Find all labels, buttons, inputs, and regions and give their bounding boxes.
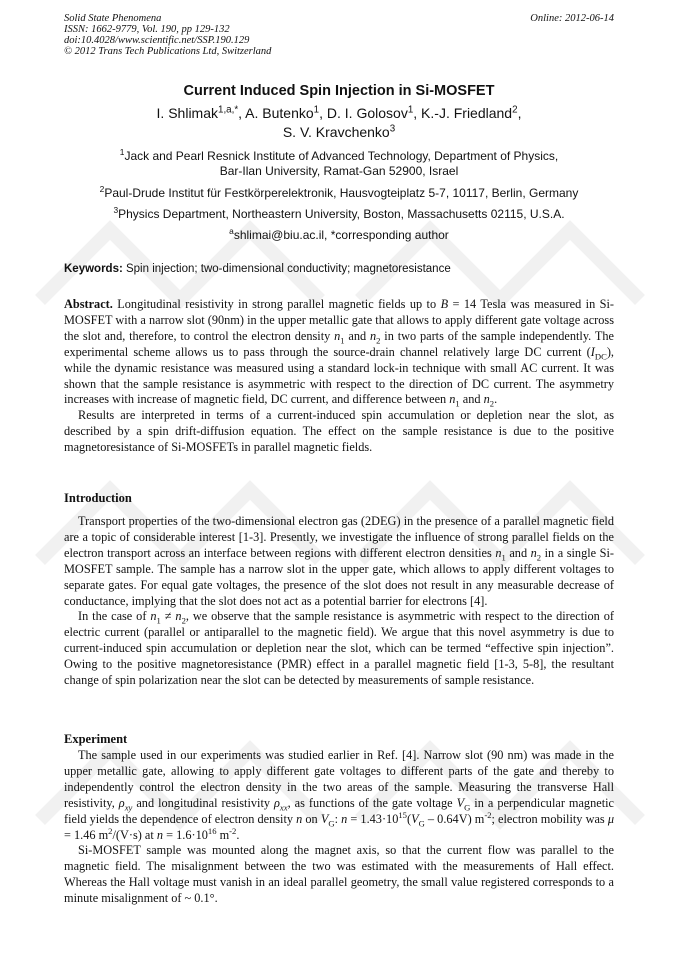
affiliation-number: 2 — [99, 184, 105, 194]
authors-line-2 — [0, 123, 678, 142]
author-separator: , — [517, 105, 522, 121]
keywords-text: Spin injection; two-dimensional conductivity; magnetoresistance — [122, 263, 451, 275]
journal-header — [64, 13, 614, 57]
issn-line: ISSN: 1662-9779, Vol. 190, pp 129-132 — [64, 24, 230, 35]
affiliation-text: Jack and Pearl Resnick Institute of Advanced Technology, Department of Physics, — [124, 149, 559, 163]
introduction-heading: Introduction — [64, 491, 132, 505]
affiliation-text: Physics Department, Northeastern University, Boston, Massachusetts 02115, U.S.A. — [118, 207, 565, 221]
introduction-paragraph-2: In the case of $n_1 \ne n_2$, we observe that the sample resistance is asymmetric with respect to the direction of electric current (parallel or antiparallel to the magnetic field). We argue that this novel asymmetry is due to current-induced spin accumulation or depletion near the slot, which can be termed “effective spin injection”. Owing to the positive magnetoresistance (PMR) effect in a parallel magnetic field [1-3, 5-8], the resultant change of spin polarization near the slot can be detected by measurements of sample resistance. — [64, 609, 614, 688]
paper-title: Current Induced Spin Injection in Si-MOSFET — [183, 83, 495, 99]
author-kravchenko: S. V. Kravchenko — [282, 124, 390, 140]
experiment-heading: Experiment — [64, 732, 128, 746]
copyright-line: © 2012 Trans Tech Publications Ltd, Switzerland — [64, 46, 272, 57]
affiliation-text: Bar-Ilan University, Ramat-Gan 52900, Israel — [219, 164, 459, 178]
abstract-paragraph-2: Results are interpreted in terms of a current-induced spin accumulation or depletion near the slot, as described by a spin drift-diffusion equation. The effect on the sample resistance is due to the positive magnetoresistance of Si-MOSFETs in parallel magnetic fields. — [64, 408, 614, 455]
experiment-paragraph-1: The sample used in our experiments was studied earlier in Ref. [4]. Narrow slot (90 nm) was made in the upper metallic gate, allowing to apply different gate voltages to different parts of the gate and thereby to independently control the electron density in the two areas of the sample. Measuring the transverse Hall resistivity, $\rho_{xy}$ and longitudinal resistivity $\rho_{xx}$, as functions of the gate voltage $V_G$ in a perpendicular magnetic field yields the dependence of electron density n on $V_G$: $n = 1.43\cdot 10^{15}(V_G - 0.64V)$ $m^{-2}$; electron mobility was μ = 1.46 $m^2/(V\cdot s)$ at $n = 1.6\cdot 10^{16}$ $m^{-2}$. — [64, 748, 614, 842]
doi-line: doi:10.4028/www.scientific.net/SSP.190.129 — [64, 35, 250, 46]
author-shlimak: I. Shlimak — [156, 105, 219, 121]
online-date: Online: 2012-06-14 — [530, 13, 614, 24]
introduction-paragraph-1: Transport properties of the two-dimensional electron gas (2DEG) in the presence of a parallel magnetic field are a topic of considerable interest [1-3]. Presently, we investigate the influence of strong parallel fields on the electron transport across an interface between regions with different electron densities $n_1$ and $n_2$ in a single Si-MOSFET sample. The sample has a narrow slot in the upper gate, which allows to apply different voltages to separate gates. For equal gate voltages, the presence of the slot does not result in any measurable decrease of conductance, implying that the slot does not act as a potential barrier for electrons [4]. — [64, 514, 614, 608]
author-friedland: , K.-J. Friedland — [413, 105, 513, 121]
abstract — [64, 297, 614, 456]
journal-name: Solid State Phenomena — [64, 13, 162, 24]
author-sup: 1 — [407, 104, 414, 116]
introduction-body — [64, 514, 614, 689]
authors-line-1 — [0, 104, 678, 123]
affiliation-2 — [0, 186, 678, 201]
experiment-paragraph-2: Si-MOSFET sample was mounted along the magnet axis, so that the current flow was parallel to the magnetic field. The misalignment between the two was estimated with the measurements of Hall effect. Whereas the Hall voltage must vanish in an ideal parallel geometry, the small value registered corresponds to a minute misalignment of ~ 0.1°. — [64, 843, 614, 906]
abstract-paragraph-1: Abstract. Longitudinal resistivity in strong parallel magnetic fields up to B = 14 Tesla was measured in Si-MOSFET with a narrow slot (90nm) in the upper metallic gate that allows to apply different gate voltage across the slot and, therefore, to control the electron density $n_1$ and $n_2$ in two parts of the sample independently. The experimental scheme allows us to pass through the source-drain channel relatively large DC current $(I_{DC})$, while the dynamic resistance was measured using a standard lock-in technique with small AC current. It was shown that the sample resistance is asymmetric with respect to the direction of DC current. The asymmetry increases with increase of magnetic field, DC current, and difference between $n_1$ and $n_2$. — [64, 297, 614, 409]
affiliation-number: 3 — [113, 205, 119, 215]
affiliation-3 — [0, 207, 678, 222]
corresponding-email — [0, 228, 678, 243]
email-sup: a — [229, 226, 234, 236]
author-golosov: , D. I. Golosov — [319, 105, 408, 121]
author-sup: 3 — [389, 123, 396, 135]
author-sup: 1,a,* — [218, 104, 239, 116]
author-sup: 2 — [512, 104, 518, 116]
author-butenko: , A. Butenko — [238, 105, 314, 121]
abstract-label: Abstract. — [64, 297, 113, 311]
affiliation-number: 1 — [119, 147, 125, 157]
author-sup: 1 — [313, 104, 320, 116]
experiment-body — [64, 748, 614, 907]
email-text[interactable]: shlimai@biu.ac.il, *corresponding author — [233, 228, 449, 242]
affiliation-text: Paul-Drude Institut für Festkörperelektronik, Hausvogteiplatz 5-7, 10117, Berlin, Germany — [104, 186, 579, 200]
keywords — [64, 263, 614, 275]
affiliation-1 — [0, 149, 678, 179]
keywords-label: Keywords: — [64, 263, 123, 275]
